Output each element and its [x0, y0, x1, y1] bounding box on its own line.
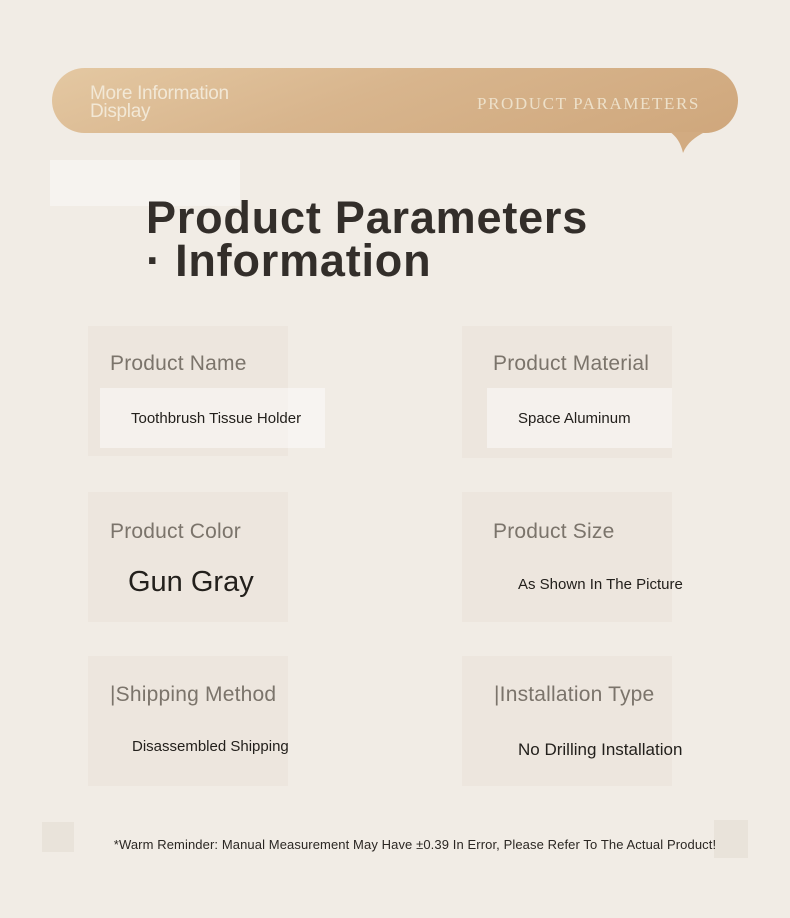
param-value: Toothbrush Tissue Holder	[131, 410, 302, 427]
banner-tagline	[90, 85, 229, 121]
page-title	[146, 192, 589, 286]
param-cell-product-color	[110, 519, 254, 599]
banner-tagline-line1: More Information	[90, 83, 229, 104]
param-value: Disassembled Shipping	[132, 738, 289, 755]
param-cell-product-size	[493, 519, 683, 594]
param-label: |Shipping Method	[110, 683, 277, 706]
banner-tagline-line2: Display	[90, 101, 151, 122]
param-value: Gun Gray	[128, 566, 254, 598]
param-label: |Installation Type	[494, 683, 655, 706]
speech-bubble-tail-icon	[670, 132, 705, 153]
param-cell-product-material	[493, 351, 649, 428]
param-label: Product Material	[493, 352, 650, 375]
param-cell-installation-type	[494, 682, 682, 760]
param-cell-shipping-method	[110, 682, 289, 756]
page-title-line2: · Information	[146, 235, 432, 286]
param-label: Product Name	[110, 352, 247, 375]
param-label: Product Size	[493, 520, 615, 543]
param-value: No Drilling Installation	[518, 740, 683, 759]
param-cell-product-name	[110, 351, 301, 428]
page-title-line1: Product Parameters	[146, 192, 589, 243]
param-value: Space Aluminum	[518, 410, 631, 427]
param-value: As Shown In The Picture	[518, 576, 683, 593]
warm-reminder: *Warm Reminder: Manual Measurement May Have ±0.39 In Error, Please Refer To The Actual Product!	[113, 837, 717, 852]
banner-title: PRODUCT PARAMETERS	[477, 94, 700, 113]
param-label: Product Color	[110, 520, 241, 543]
header-banner	[52, 68, 738, 133]
